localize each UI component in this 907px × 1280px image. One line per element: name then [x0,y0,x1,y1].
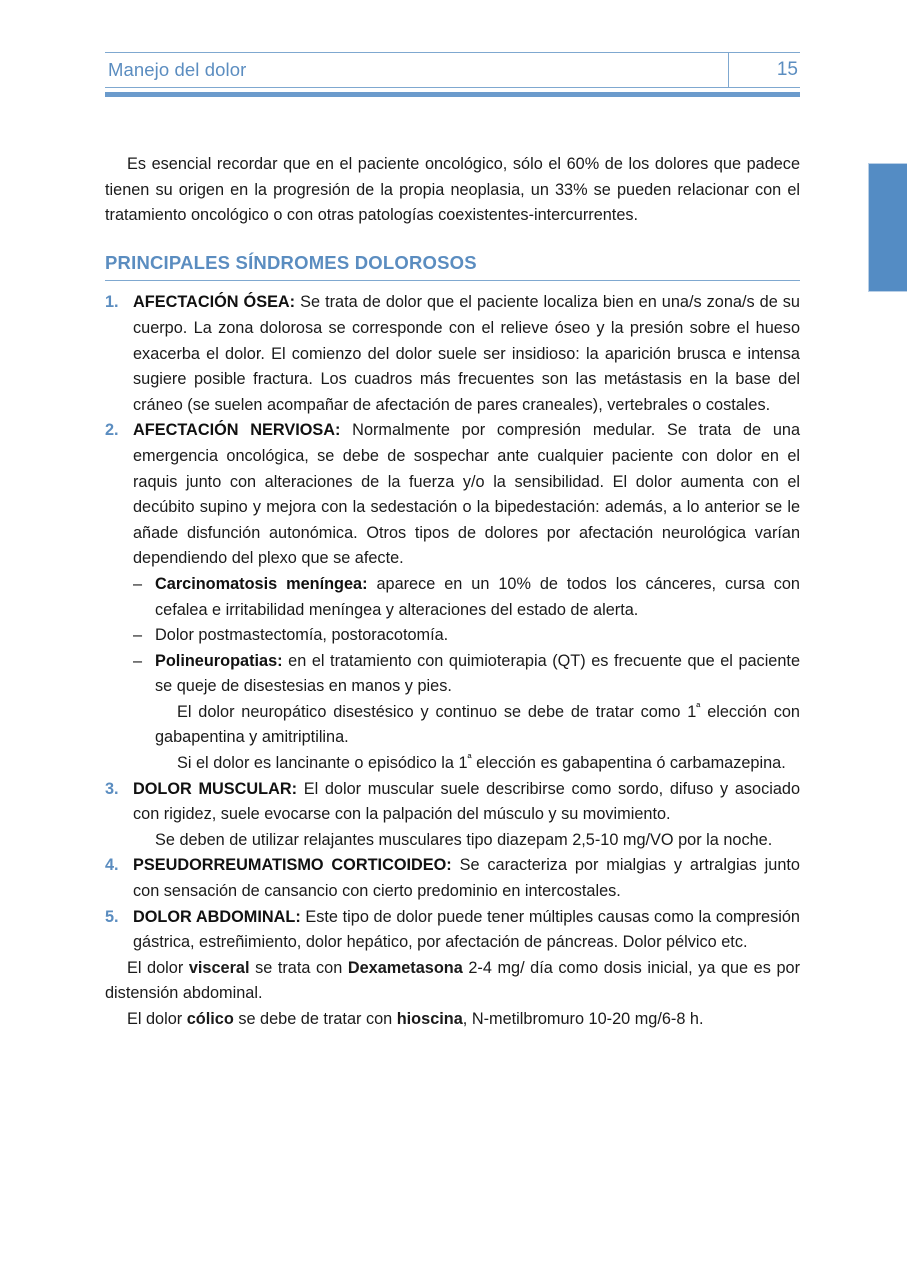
list-marker: 3. [105,779,119,798]
page-thumb-tab [868,163,907,292]
list-item [133,649,800,777]
list-item-body: Este tipo de dolor puede tener múltiples causas como la compresión gástrica, estreñimiento, dolor hepático, por afectación de páncreas. Dolor pélvico etc. [133,907,800,952]
visceral-text-b: se trata con [249,958,348,977]
dash-marker: – [133,651,143,670]
list-marker: 1. [105,293,119,312]
list-item [133,623,800,649]
header-divider [728,53,729,87]
intro-paragraph: Es esencial recordar que en el paciente oncológico, sólo el 60% de los dolores que padece tienen su origen en la progresión de la propia neoplasia, un 33% se pueden relacionar con el tratamiento oncológico o con otras patologías coexistentes-intercurrentes. [105,155,800,225]
visceral-text-a: El dolor [127,958,189,977]
list-item [105,777,800,854]
neuro-text-2a: Si el dolor es lancinante o episódico la 1 [177,754,468,773]
sub-item-body: en el tratamiento con quimioterapia (QT) es frecuente que el paciente se queje de disestesias en manos y pies. [155,651,800,696]
section-heading: PRINCIPALES SÍNDROMES DOLOROSOS [105,250,800,282]
dexametasona-emphasis: Dexametasona [347,958,463,977]
neuro-text-1a: El dolor neuropático disestésico y continuo se debe de tratar como 1 [177,702,697,721]
list-item-body: El dolor muscular suele describirse como sordo, difuso y asociado con rigidez, suele evocarse con la palpación del músculo y su movimiento. [133,779,800,824]
page-number: 15 [776,59,798,80]
list-item [105,418,800,776]
colico-paragraph [105,1007,800,1033]
list-item [133,572,800,623]
list-item-title: AFECTACIÓN ÓSEA: [133,293,296,312]
header-row [105,53,800,87]
ordinal-superscript: ª [696,701,701,714]
list-marker: 2. [105,421,119,440]
neuropathic-paragraph-1 [155,700,800,751]
dash-marker: – [133,574,143,593]
list-item-body: Normalmente por compresión medular. Se trata de una emergencia oncológica, se debe de sospechar ante cualquier paciente con dolor en el raquis junto con alteraciones de la fuerza y/o la sensibilidad. El dolor aumenta con el decúbito supino y mejora con la sedestación o la bipedestación: además, a lo anterior se le añade disfunción autonómica. Otros tipos de dolores por afectación neurológica varían dependiendo del plexo que se afecte. [133,421,800,568]
list-item-body: Se trata de dolor que el paciente localiza bien en una/s zona/s de su cuerpo. La zona dolorosa se corresponde con el relieve óseo y la presión sobre el hueso exacerba el dolor. El comienzo del dolor suele ser insidioso: la aparición brusca e intensa sugiere posible fractura. Los cuadros más frecuentes son las metástasis en la base del cráneo (se suelen acompañar de afectación de pares craneales), vertebrales o costales. [133,293,800,414]
list-item [105,853,800,904]
colico-text-a: El dolor [127,1010,187,1028]
list-item-title: PSEUDORREUMATISMO CORTICOIDEO: [133,856,452,875]
neuro-text-2b: elección es gabapentina ó carbamazepina. [471,754,786,773]
header-accent-bar [105,92,800,97]
list-item-body: Se caracteriza por mialgias y artralgias junto con sensación de cansancio con cierto predominio en intercostales. [133,856,800,901]
list-item-title: DOLOR ABDOMINAL: [133,907,301,926]
ordinal-superscript: ª [467,752,472,765]
sub-item-body: Dolor postmastectomía, postoracotomía. [155,626,449,645]
colico-text-b: se debe de tratar con [233,1010,397,1028]
colico-emphasis: cólico [186,1010,234,1028]
neuro-text-1b: elección con gabapentina y amitriptilina. [155,702,800,747]
sub-item-title: Polineuropatias: [155,651,283,670]
visceral-text-c: 2-4 mg/ día como dosis inicial, ya que es por distensión abdominal. [105,958,800,1003]
colico-text-c: , N-metilbromuro 10-20 mg/6-8 h. [462,1010,704,1028]
list-item [105,290,800,418]
dash-marker: – [133,626,143,645]
page-content [105,152,800,1033]
list-item [105,905,800,956]
sub-item-title: Carcinomatosis meníngea: [155,574,368,593]
sub-item-body: aparece en un 10% de todos los cánceres, cursa con cefalea e irritabilidad meníngea y alteraciones del estado de alerta. [155,574,800,619]
running-header [105,52,800,97]
list-marker: 4. [105,856,119,875]
muscular-note-paragraph: Se deben de utilizar relajantes musculares tipo diazepam 2,5-10 mg/VO por la noche. [155,830,773,849]
header-rule-middle [105,87,800,88]
hioscina-emphasis: hioscina [396,1010,463,1028]
list-marker: 5. [105,907,119,926]
syndrome-list [105,290,800,955]
list-item-title: AFECTACIÓN NERVIOSA: [133,421,341,440]
nerve-sublist [133,572,800,777]
header-title: Manejo del dolor [108,59,247,80]
neuropathic-paragraph-2 [155,751,800,777]
list-item-title: DOLOR MUSCULAR: [133,779,298,798]
visceral-emphasis: visceral [188,958,250,977]
visceral-paragraph [105,956,800,1007]
